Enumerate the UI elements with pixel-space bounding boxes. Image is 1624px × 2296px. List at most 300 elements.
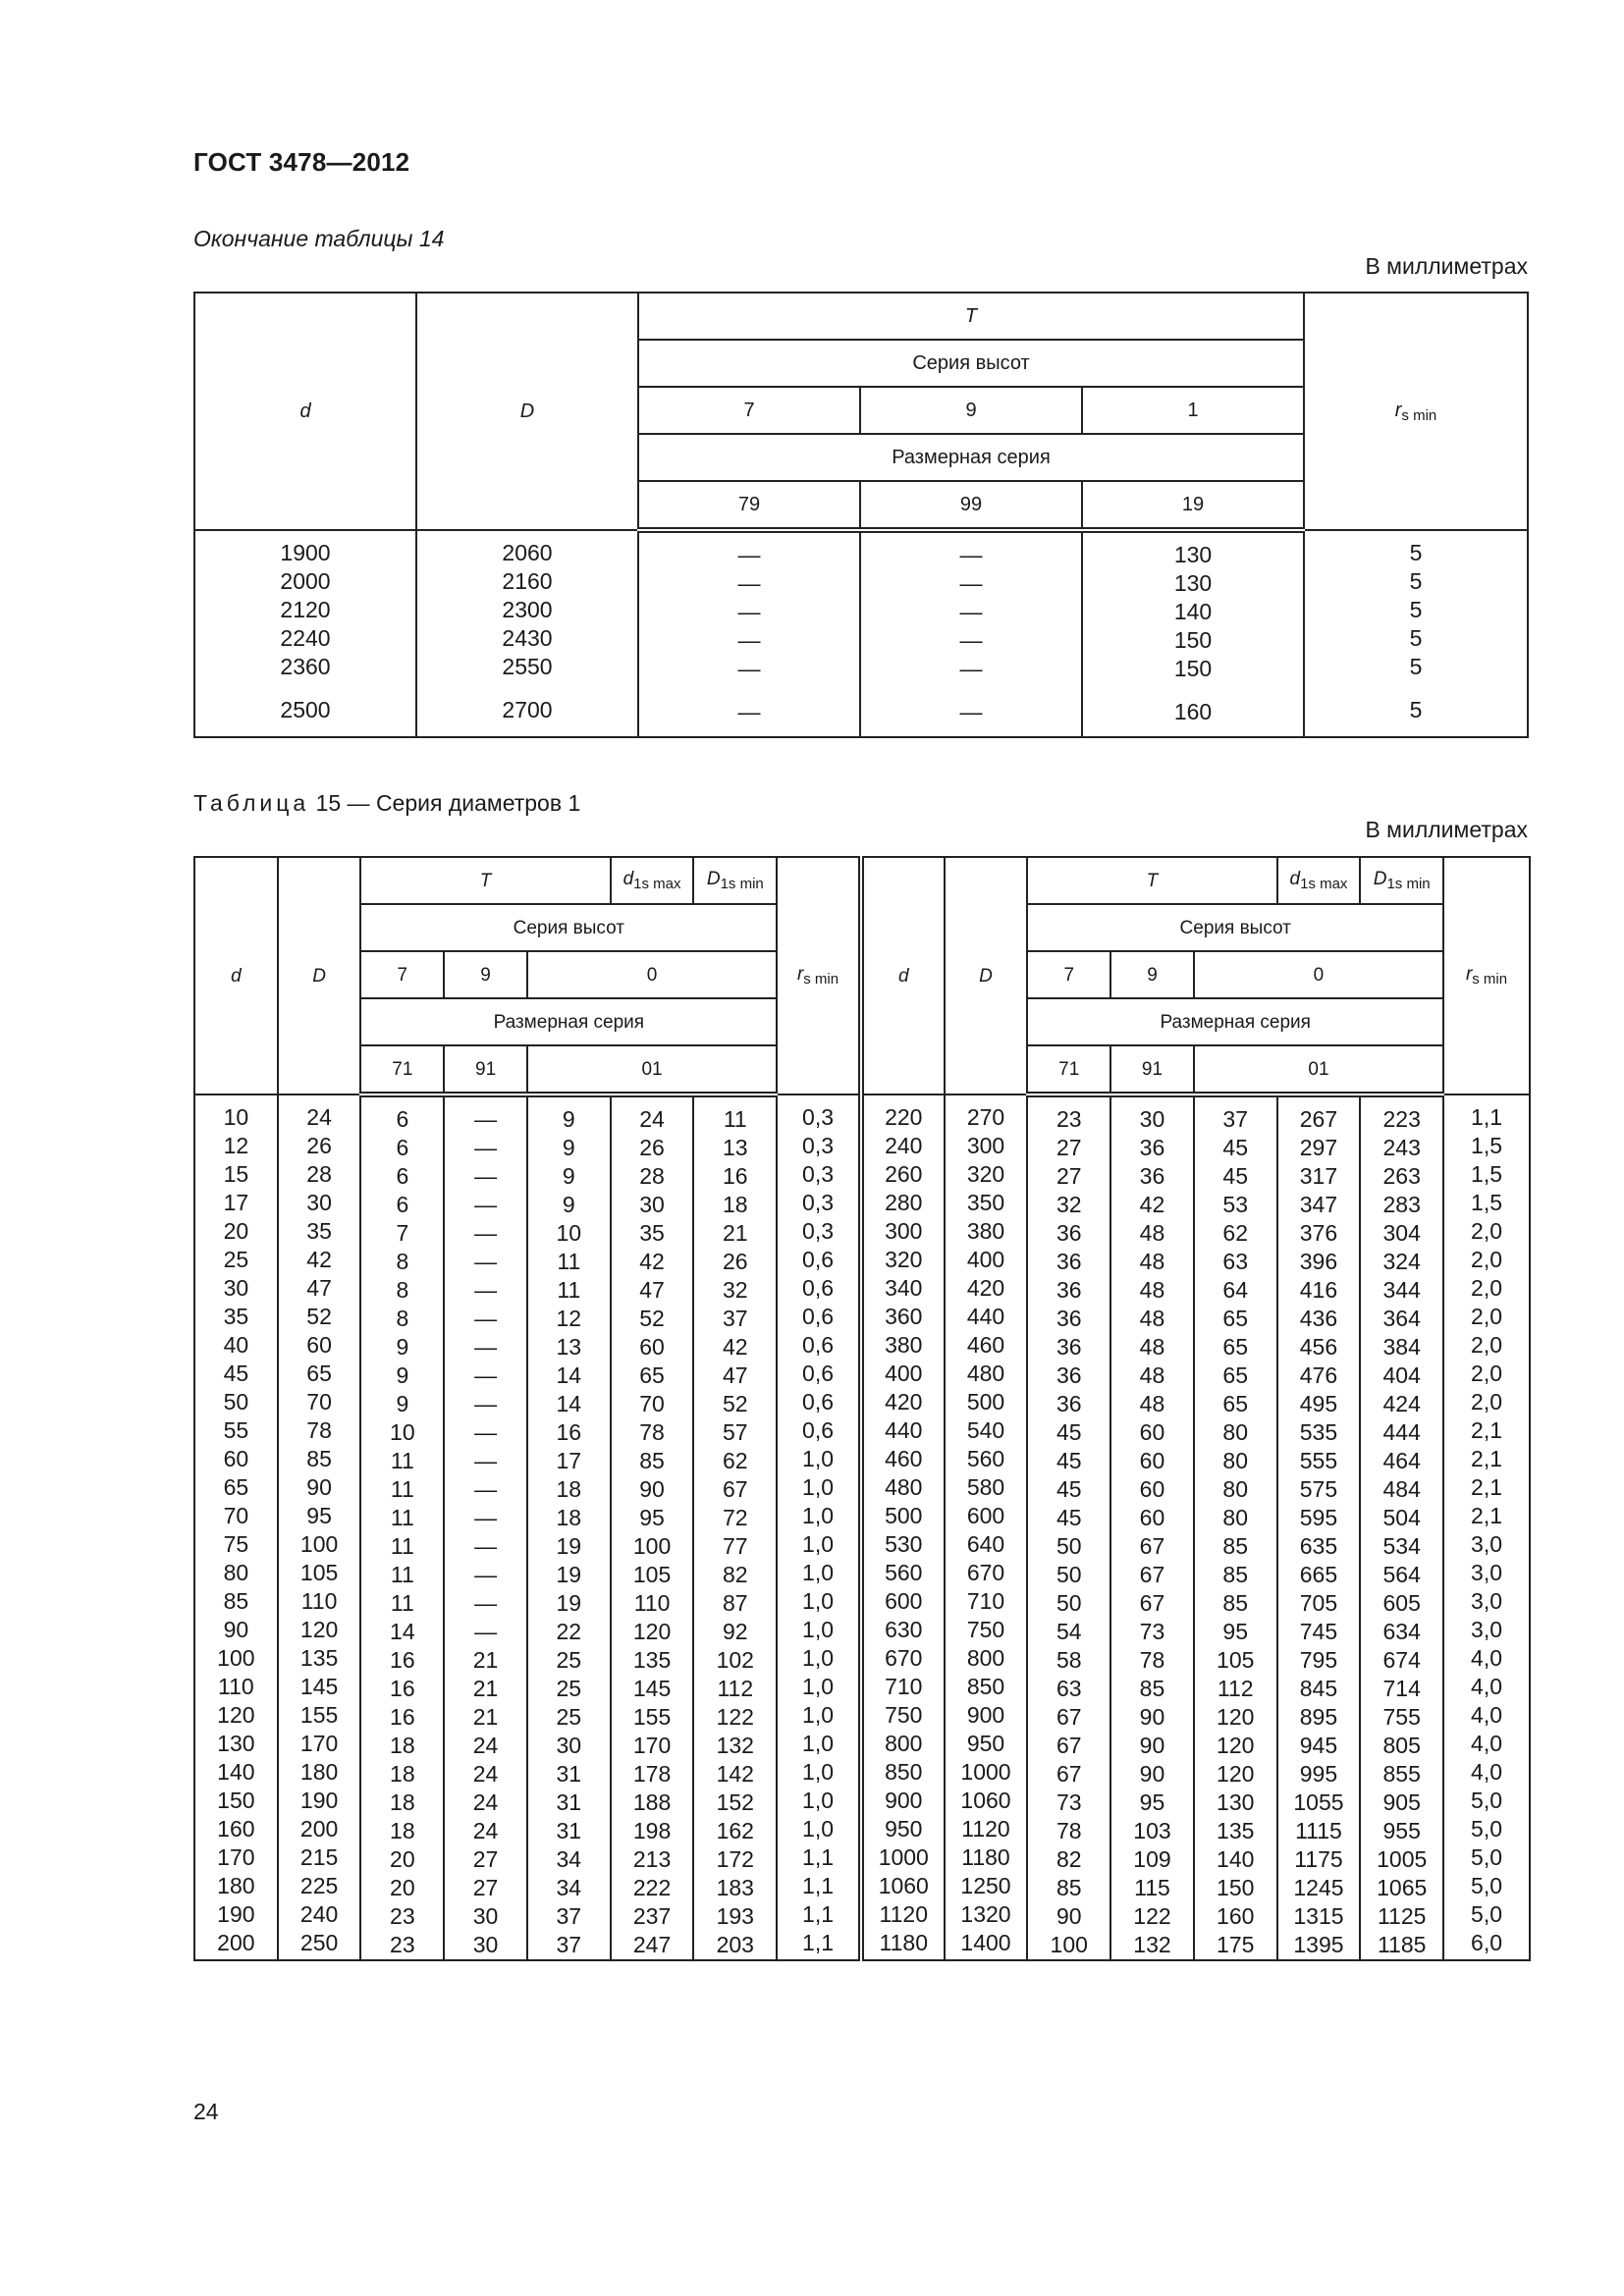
t15-cell-d: 320 [885,1247,923,1272]
t15-cell-d: 10 [223,1104,249,1130]
t15-cell-D: 500 [966,1389,1005,1415]
t15-cell-t91: 24 [472,1761,499,1787]
t15-cell-t71: 67 [1056,1704,1082,1730]
t15-cell-D: 1320 [960,1901,1011,1927]
t14-cell-d: 2240 [280,625,331,651]
t15-row-group [1195,1105,1276,1248]
t15-cell-d: 800 [885,1731,923,1756]
t15-cell-r: 2,0 [1471,1361,1503,1386]
t15-cell-t71: 18 [390,1818,415,1843]
t15-cell-d: 85 [223,1588,249,1614]
t15-cell-r: 0,3 [802,1133,835,1158]
t15-cell-t01: 65 [1222,1334,1249,1360]
t15-row-group [946,1103,1027,1246]
t15-right-head-dim-01: 01 [1194,1045,1443,1095]
t15-cell-d: 1120 [879,1901,928,1927]
t15-cell-d1: 635 [1299,1533,1338,1559]
t15-cell-d: 360 [885,1304,923,1329]
t15-row-group [612,1248,693,1390]
t15-cell-D: 950 [966,1731,1005,1756]
t15-left-col-D1 [693,1095,777,1960]
t15-cell-d: 1180 [879,1930,928,1955]
table15-caption-word: Таблица [193,790,310,816]
t15-cell-t01: 31 [556,1818,582,1843]
t15-row-group [1278,1105,1360,1248]
t14-col-t9 [860,530,1082,737]
t15-cell-d1: 317 [1299,1163,1338,1189]
t14-cell-t7: — [737,542,761,567]
t14-cell-D: 2300 [502,597,553,622]
t15-cell-t91: 60 [1139,1505,1165,1530]
t15-cell-t91: 109 [1133,1846,1171,1872]
t14-col-D [416,530,638,737]
t15-row-group [1278,1675,1360,1817]
t15-cell-t91: 95 [1139,1789,1165,1815]
t15-cell-t01: 37 [556,1903,582,1929]
t15-cell-D1: 714 [1382,1676,1421,1701]
t15-cell-D: 1060 [960,1788,1011,1813]
t15-cell-D: 42 [306,1247,332,1272]
t15-row-group [1278,1817,1360,1959]
t15-cell-d: 200 [217,1930,255,1955]
t15-left-head-d1 [611,857,694,904]
t15-cell-d: 240 [885,1133,923,1158]
t15-row-group [361,1248,443,1390]
t15-row-group [445,1390,526,1532]
t15-row-group [1361,1675,1442,1817]
t15-cell-r: 2,1 [1471,1417,1503,1443]
t15-cell-d: 40 [223,1332,249,1358]
t15-cell-d1: 476 [1299,1362,1338,1388]
t15-row-group [864,1246,944,1388]
t15-cell-D1: 13 [722,1135,748,1160]
t15-cell-D1: 82 [722,1562,748,1587]
t15-cell-D: 95 [306,1503,332,1528]
t15-cell-d: 530 [885,1531,923,1557]
t15-cell-t91: 85 [1139,1676,1165,1701]
t15-right-col-t71 [1027,1095,1110,1960]
t15-cell-d: 130 [217,1731,255,1756]
t15-cell-t71: 36 [1056,1277,1082,1303]
t15-cell-t01: 53 [1222,1192,1249,1217]
t15-cell-t91: 122 [1133,1903,1171,1929]
t15-right-head-dim-71: 71 [1027,1045,1110,1095]
t14-cell-t7: — [737,570,761,596]
t15-cell-D: 52 [306,1304,332,1329]
t15-cell-t71: 16 [390,1676,415,1701]
t15-row-group [612,1105,693,1248]
t15-cell-r: 3,0 [1471,1617,1503,1642]
t15-right-col-D [945,1095,1028,1960]
t15-cell-D1: 484 [1382,1476,1421,1502]
t15-row-group [1361,1390,1442,1532]
t15-cell-t01: 45 [1222,1135,1249,1160]
t15-cell-d1: 1175 [1294,1846,1343,1872]
t15-cell-t91: — [474,1419,498,1445]
t15-cell-t71: 50 [1056,1562,1082,1587]
t15-cell-r: 2,0 [1471,1304,1503,1329]
t15-cell-d1: 665 [1299,1562,1338,1587]
t15-cell-d1: 376 [1299,1220,1338,1246]
t15-cell-t91: 48 [1139,1249,1165,1274]
t15-cell-r: 1,0 [802,1531,835,1557]
t15-cell-D1: 404 [1382,1362,1421,1388]
t15-cell-D: 28 [306,1161,332,1187]
t15-cell-d: 110 [218,1674,254,1699]
t14-cell-r: 5 [1409,654,1423,679]
t15-cell-D1: 112 [717,1676,754,1701]
t15-left-col-t91 [444,1095,527,1960]
t14-cell-r: 5 [1409,597,1423,622]
t15-row-group [1195,1248,1276,1390]
t15-cell-t71: 45 [1056,1448,1082,1473]
t15-cell-D1: 223 [1382,1106,1421,1132]
t15-cell-r: 4,0 [1471,1674,1503,1699]
t15-cell-t91: 48 [1139,1220,1165,1246]
t15-cell-D1: 755 [1382,1704,1421,1730]
t15-cell-D1: 21 [722,1220,748,1246]
t15-cell-t01: 80 [1222,1505,1249,1530]
t15-cell-D1: 243 [1382,1135,1421,1160]
t14-cell-t1: 150 [1173,656,1213,681]
t15-row-group [1111,1817,1193,1959]
t15-cell-r: 6,0 [1471,1930,1503,1955]
t14-cell-r: 5 [1409,568,1423,594]
t15-cell-d: 15 [223,1161,249,1187]
t15-cell-d1: 70 [639,1391,665,1416]
t15-cell-t91: — [474,1106,498,1132]
t14-cell-t7: — [737,599,761,624]
t15-cell-t71: 16 [390,1647,415,1673]
t15-cell-t91: 21 [472,1676,499,1701]
t15-cell-t91: 30 [1139,1106,1165,1132]
t15-cell-t01: 14 [556,1362,582,1388]
t15-row-group [1111,1675,1193,1817]
t15-cell-D1: 52 [722,1391,748,1416]
t15-cell-t01: 19 [556,1533,582,1559]
t15-cell-d1: 135 [632,1647,672,1673]
t15-right-col-t01 [1194,1095,1277,1960]
t15-left-head-series-9: 9 [444,951,527,998]
t15-cell-t01: 9 [562,1163,575,1189]
t15-cell-t01: 11 [557,1277,581,1303]
t14-head-r-sub: s min [1401,406,1437,424]
t15-row-group [1195,1817,1276,1959]
t15-cell-t71: 45 [1056,1419,1082,1445]
t15-cell-d: 500 [885,1503,923,1528]
t15-cell-D1: 92 [722,1619,748,1644]
t15-cell-t91: 36 [1139,1135,1165,1160]
t15-cell-d1: 995 [1299,1761,1338,1787]
t14-cell-t9: — [959,627,983,653]
table14-body [194,530,1528,737]
t15-cell-t71: 8 [396,1277,409,1303]
t15-cell-t91: — [474,1220,498,1246]
t15-cell-D: 380 [966,1218,1005,1244]
t14-head-T: T [638,293,1304,340]
t15-cell-t01: 140 [1217,1846,1255,1872]
t15-right-col-r [1443,1095,1530,1960]
t15-cell-t71: 27 [1056,1135,1082,1160]
t15-cell-t71: 6 [396,1163,409,1189]
t15-cell-t01: 80 [1222,1476,1249,1502]
t15-cell-t01: 19 [556,1590,582,1616]
t14-cell-t1: 140 [1173,599,1213,624]
t15-cell-t91: 30 [472,1903,499,1929]
t15-cell-t71: 50 [1056,1590,1082,1616]
t15-left-head-dim-01: 01 [527,1045,777,1095]
t15-row-group [1028,1390,1110,1532]
t15-cell-t71: 73 [1056,1789,1082,1815]
t15-cell-D1: 534 [1382,1533,1421,1559]
t15-cell-r: 0,6 [802,1275,835,1301]
t15-cell-t91: 48 [1139,1362,1165,1388]
t15-cell-t71: 8 [396,1249,409,1274]
t15-row-group [361,1675,443,1817]
t15-cell-t01: 30 [556,1733,582,1758]
t15-row-group [1444,1388,1529,1530]
t15-cell-t01: 130 [1217,1789,1255,1815]
t15-cell-t91: — [474,1135,498,1160]
t15-cell-t91: 73 [1139,1619,1165,1644]
t15-cell-d: 65 [223,1474,249,1500]
t15-row-group [1444,1530,1529,1673]
t14-head-dim-99: 99 [860,481,1082,530]
t15-cell-t01: 10 [556,1220,582,1246]
t15-cell-D1: 57 [722,1419,748,1445]
t15-cell-D1: 172 [716,1846,754,1872]
t15-cell-t71: 82 [1056,1846,1082,1872]
t15-row-group [1028,1675,1110,1817]
t15-cell-r: 1,0 [802,1816,835,1842]
t15-row-group [1361,1532,1442,1675]
t15-cell-t71: 85 [1056,1875,1082,1900]
t15-cell-D1: 805 [1382,1733,1421,1758]
t15-cell-t01: 62 [1222,1220,1249,1246]
t15-cell-D1: 142 [716,1761,754,1787]
t15-row-group [1111,1248,1193,1390]
t14-cell-t7: — [737,627,761,653]
t15-row-group [946,1246,1027,1388]
t15-cell-t71: 27 [1056,1163,1082,1189]
t15-cell-t91: — [474,1533,498,1559]
t15-cell-t01: 34 [556,1875,582,1900]
t15-row-group [279,1673,360,1815]
t14-cell-D: 2430 [502,625,553,651]
t15-row-group [946,1815,1027,1957]
t15-cell-r: 2,0 [1471,1389,1503,1415]
t15-right-head-D: D [945,857,1028,1095]
t15-cell-t91: 27 [472,1875,499,1900]
t15-cell-d: 25 [223,1247,249,1272]
t15-cell-D1: 384 [1382,1334,1421,1360]
t15-row-group [1195,1675,1276,1817]
t15-cell-D: 850 [966,1674,1005,1699]
t15-cell-t91: 67 [1139,1562,1165,1587]
t14-col-t7 [638,530,860,737]
t15-cell-r: 2,1 [1471,1474,1503,1500]
t15-cell-r: 0,6 [802,1304,835,1329]
t15-cell-t01: 13 [556,1334,582,1360]
t15-row-group [864,1103,944,1246]
t15-cell-D: 65 [306,1361,332,1386]
t14-cell-r: 5 [1409,540,1423,565]
t15-row-group [694,1390,776,1532]
t15-cell-d: 750 [885,1702,923,1728]
t15-left-col-D [278,1095,361,1960]
t15-right-head-height-series: Серия высот [1027,904,1443,951]
document-header: ГОСТ 3478—2012 [193,147,410,177]
t15-left-head-height-series: Серия высот [360,904,777,951]
t15-cell-D: 170 [299,1731,339,1756]
t15-head-d1-sub: 1s max [633,876,681,892]
t15-cell-t01: 80 [1222,1419,1249,1445]
t15-cell-r: 1,0 [802,1788,835,1813]
t15-cell-D1: 162 [716,1818,754,1843]
t15-cell-t71: 67 [1056,1761,1082,1787]
table15-units: В миллиметрах [1365,817,1528,842]
t15-row-group [778,1388,858,1530]
t15-left-head-r [777,857,861,1095]
t15-cell-D: 300 [966,1133,1005,1158]
t15-cell-t01: 34 [556,1846,582,1872]
t15-row-group [528,1248,610,1390]
t15-cell-r: 2,1 [1471,1503,1503,1528]
t15-cell-D1: 674 [1382,1647,1421,1673]
t15-cell-t01: 135 [1217,1818,1255,1843]
t15-row-group [1111,1105,1193,1248]
t15-cell-t01: 9 [562,1106,575,1132]
t15-row-group [279,1815,360,1957]
t15-cell-t01: 112 [1217,1676,1254,1701]
t15-right-head-D1 [1360,857,1443,904]
t15-cell-t01: 25 [556,1647,582,1673]
t15-cell-d1: 595 [1299,1505,1338,1530]
t15-cell-t91: — [474,1163,498,1189]
t15-row-group [528,1532,610,1675]
t15-cell-t01: 175 [1217,1932,1255,1957]
t15-row-group [195,1673,277,1815]
t15-row-group [1028,1105,1110,1248]
t15-cell-D: 600 [966,1503,1005,1528]
t15-cell-d1: 198 [632,1818,672,1843]
t15-head-r-sub: s min [1472,971,1508,988]
t15-row-group [612,1675,693,1817]
t15-cell-D: 155 [299,1702,339,1728]
t15-left-head-series-7: 7 [360,951,444,998]
t15-cell-t01: 120 [1217,1761,1255,1787]
t15-cell-D1: 344 [1382,1277,1421,1303]
t15-cell-t01: 120 [1217,1704,1255,1730]
t15-cell-D1: 263 [1382,1163,1421,1189]
t15-cell-d1: 100 [632,1533,672,1559]
t15-cell-d: 1060 [878,1873,929,1898]
t15-cell-r: 1,0 [802,1674,835,1699]
t15-cell-t71: 36 [1056,1220,1082,1246]
t14-cell-t1: 150 [1173,627,1213,653]
t15-cell-r: 3,0 [1471,1531,1503,1557]
t15-cell-t71: 63 [1056,1676,1082,1701]
t15-cell-t01: 37 [556,1932,582,1957]
t15-cell-t71: 14 [390,1619,415,1644]
t15-cell-r: 0,3 [802,1161,835,1187]
t15-right-head-d1 [1277,857,1361,904]
t15-cell-D: 70 [306,1389,332,1415]
t15-row-group [528,1675,610,1817]
t15-cell-t01: 65 [1222,1391,1249,1416]
t15-row-group [445,1675,526,1817]
t15-cell-D: 30 [306,1190,332,1215]
t15-cell-t91: 103 [1133,1818,1171,1843]
t15-cell-t91: — [474,1391,498,1416]
t15-cell-D1: 1185 [1377,1932,1427,1957]
t15-cell-D1: 364 [1382,1306,1421,1331]
t15-cell-d1: 1055 [1293,1789,1344,1815]
t15-cell-d: 300 [885,1218,923,1244]
t15-row-group [612,1390,693,1532]
t15-cell-D1: 203 [716,1932,754,1957]
t14-cell-t1: 160 [1173,699,1213,724]
t14-cell-d: 1900 [280,540,331,565]
t15-cell-D: 120 [299,1617,339,1642]
t15-row-group [946,1388,1027,1530]
t15-cell-D1: 424 [1382,1391,1421,1416]
t15-row-group [864,1815,944,1957]
t15-cell-D1: 1125 [1377,1903,1427,1929]
t15-left-head-T: T [360,857,610,904]
t15-cell-D: 225 [299,1873,339,1898]
t15-cell-d: 30 [223,1275,249,1301]
t15-cell-D: 145 [299,1674,339,1699]
t15-cell-d1: 110 [633,1590,671,1616]
t15-cell-D: 580 [966,1474,1005,1500]
t15-cell-D1: 955 [1382,1818,1421,1843]
t15-cell-d1: 555 [1299,1448,1338,1473]
t15-cell-t01: 45 [1222,1163,1249,1189]
t15-left-head-d: d [194,857,278,1095]
t15-cell-d1: 222 [632,1875,672,1900]
t15-cell-d1: 575 [1299,1476,1338,1502]
t15-cell-t01: 85 [1222,1562,1249,1587]
t15-cell-r: 1,1 [802,1844,835,1870]
t15-cell-t91: 60 [1139,1448,1165,1473]
t15-row-group [1278,1532,1360,1675]
t15-cell-D: 400 [966,1247,1005,1272]
t15-head-d1-main: d [1289,869,1301,889]
t15-head-d1-main: d [623,869,634,889]
t15-cell-D: 47 [306,1275,332,1301]
t15-right-head-dim-91: 91 [1110,1045,1194,1095]
t15-cell-d1: 1395 [1293,1932,1344,1957]
t15-head-d1-sub: 1s max [1300,876,1348,892]
t15-cell-d: 20 [223,1218,249,1244]
t15-cell-d1: 845 [1299,1676,1338,1701]
t15-right-head-series-9: 9 [1110,951,1194,998]
t15-cell-t91: — [474,1448,498,1473]
t15-left-col-t01 [527,1095,611,1960]
t14-cell-t9: — [959,599,983,624]
t15-cell-D: 240 [299,1901,339,1927]
t15-row-group [195,1246,277,1388]
t15-cell-t01: 64 [1222,1277,1249,1303]
t14-head-series-1: 1 [1082,387,1304,434]
t15-cell-d1: 297 [1299,1135,1338,1160]
t15-cell-t91: 24 [472,1733,499,1758]
t14-cell-t7: — [737,656,761,681]
t15-row-group [694,1532,776,1675]
t14-cell-t9: — [959,699,983,724]
t15-cell-r: 5,0 [1471,1873,1503,1898]
